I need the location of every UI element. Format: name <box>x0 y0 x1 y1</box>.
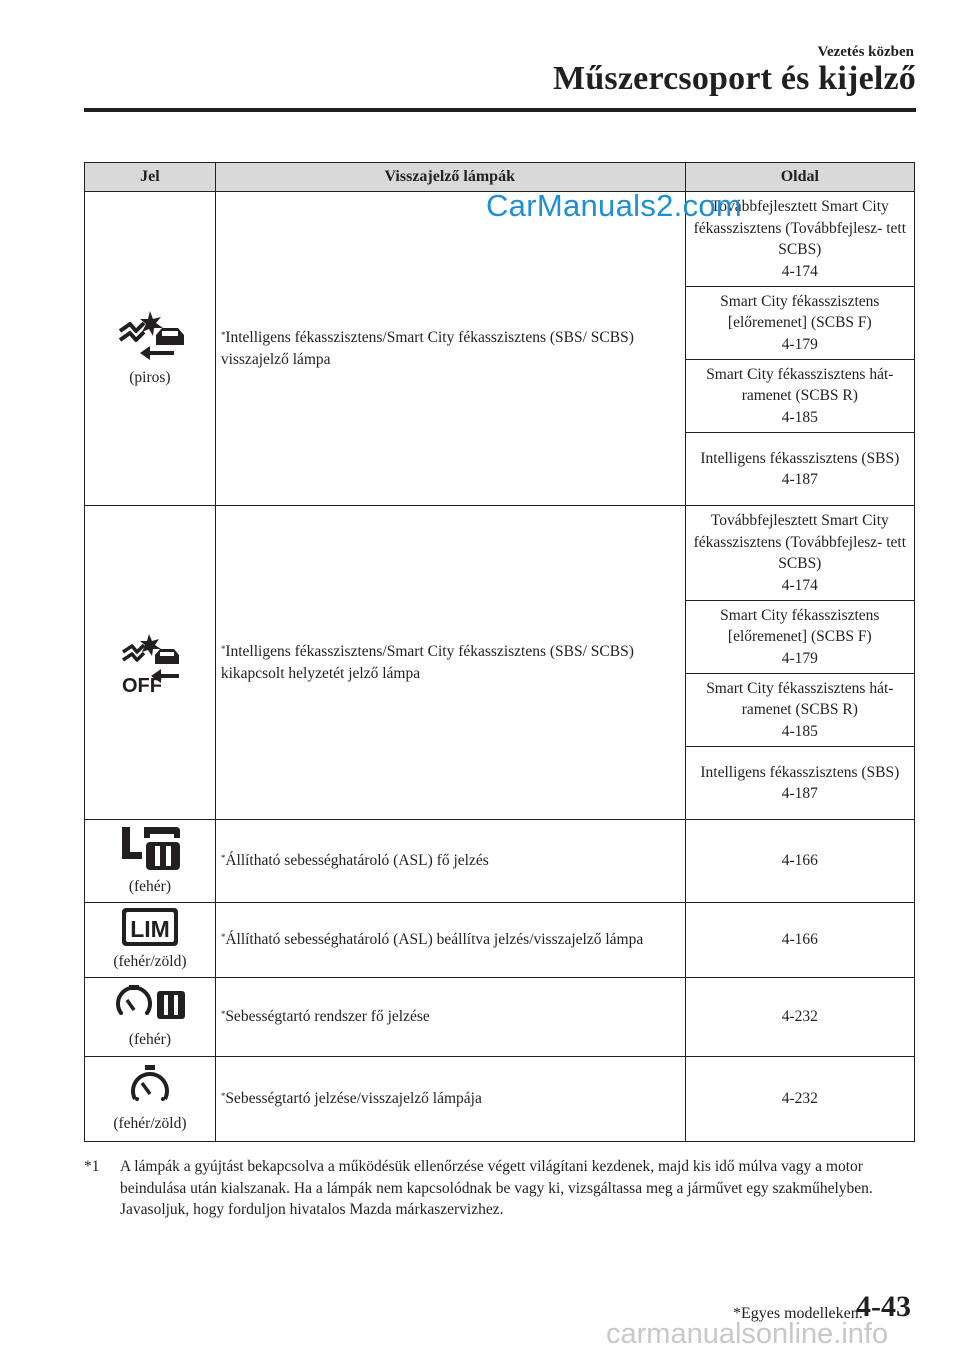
description-text: Állítható sebességhatároló (ASL) beállítva jelzés/visszajelző lámpa <box>225 931 644 949</box>
symbol-cell <box>85 1057 216 1142</box>
symbol-cell <box>85 192 216 506</box>
page-ref-cell <box>685 601 914 674</box>
model-marker: * <box>220 1091 226 1102</box>
page-ref-link[interactable]: 4-187 <box>781 471 818 488</box>
page-ref-link[interactable]: 4-187 <box>781 785 818 802</box>
page-ref-text: Smart City fékasszisztens [előremenet] (SCBS F) <box>720 292 880 332</box>
column-header: Jel <box>85 163 216 192</box>
symbol-color-label: (fehér/zöld) <box>113 1115 187 1133</box>
footnote <box>84 1156 914 1221</box>
description-cell <box>215 1057 685 1142</box>
page-ref-link[interactable]: 4-166 <box>781 852 818 870</box>
watermark-link[interactable]: CarManuals2.com <box>486 188 743 223</box>
page-ref-text: Továbbfejlesztett Smart City fékasszisztens (Továbbfejlesz- tett SCBS) <box>693 512 907 572</box>
symbol-cell <box>85 978 216 1057</box>
collision-warning-icon <box>112 309 188 363</box>
page-number: 4-43 <box>856 1290 911 1323</box>
description-text: Sebességtartó rendszer fő jelzése <box>225 1008 430 1026</box>
page-ref-cell <box>685 820 914 903</box>
model-marker: * <box>220 644 226 654</box>
description-text: Állítható sebességhatároló (ASL) fő jelzés <box>225 852 489 870</box>
symbol-color-label: (fehér) <box>128 1031 171 1049</box>
page-ref-link[interactable]: 4-232 <box>781 1090 818 1108</box>
page-ref-link[interactable]: 4-232 <box>781 1008 818 1026</box>
page-ref-text: Smart City fékasszisztens [előremenet] (SCBS F) <box>720 606 880 646</box>
description-cell <box>215 978 685 1057</box>
symbol-cell <box>85 903 216 978</box>
footnote-text: A lámpák a gyújtást bekapcsolva a működésük ellenőrzése végett világítani kezdenek, majd kis idő múlva vagy a motor beindulása után kialszanak. Ha a lámpák nem kapcsolódnak be vagy ki, vizsgáltassa meg a járművet egy szakműhelyben. Javasoljuk, hogy forduljon hivatalos Mazda márkaszervizhez. <box>120 1158 873 1218</box>
site-watermark: carmanualsonline.info <box>606 1318 889 1350</box>
page-ref-cell <box>685 433 914 506</box>
column-header: Visszajelző lámpák <box>215 163 685 192</box>
page-ref-cell <box>685 360 914 433</box>
model-marker: * <box>220 932 226 943</box>
page-ref-cell <box>685 903 914 978</box>
page-ref-cell <box>685 1057 914 1142</box>
table-row <box>85 1057 915 1142</box>
page-ref-cell <box>685 506 914 601</box>
section-label: Vezetés közben <box>817 44 914 60</box>
column-header: Oldal <box>685 163 914 192</box>
model-marker: * <box>220 1009 226 1020</box>
page-ref-text: Továbbfejlesztett Smart City fékasszisztens (Továbbfejlesz- tett SCBS) <box>693 198 907 258</box>
svg-text:OFF: OFF <box>121 674 162 694</box>
page-ref-link[interactable]: 4-185 <box>781 408 818 426</box>
symbol-color-label: (fehér) <box>128 878 171 896</box>
symbol-color-label: (piros) <box>129 368 171 386</box>
lim-main-icon <box>118 824 182 872</box>
cruise-main-icon <box>113 983 187 1025</box>
svg-text:LIM: LIM <box>130 916 170 943</box>
symbol-cell <box>85 506 216 820</box>
page-ref-text: Smart City fékasszisztens hát- ramenet (SCBS R) <box>706 365 894 405</box>
page-ref-cell <box>685 747 914 820</box>
page-ref-cell <box>685 978 914 1057</box>
cruise-set-icon <box>127 1063 173 1109</box>
footnote-marker: *1 <box>84 1158 100 1175</box>
page-ref-text: Intelligens fékasszisztens (SBS) <box>700 449 900 467</box>
indicator-table <box>84 162 915 1142</box>
description-text: Intelligens fékasszisztens/Smart City fékasszisztens (SBS/ SCBS) visszajelző lámpa <box>220 329 634 368</box>
page-ref-link[interactable]: 4-166 <box>781 931 818 949</box>
model-marker: * <box>220 853 226 864</box>
symbol-color-label: (fehér/zöld) <box>113 953 187 971</box>
page-ref-link[interactable]: 4-174 <box>781 576 818 594</box>
models-note: *Egyes modelleken. <box>733 1305 863 1322</box>
table-row <box>85 903 915 978</box>
table-row <box>85 820 915 903</box>
page-ref-link[interactable]: 4-179 <box>781 649 818 667</box>
description-text: Intelligens fékasszisztens/Smart City fékasszisztens (SBS/ SCBS) kikapcsolt helyzetét jelző lámpa <box>220 643 634 682</box>
page-ref-cell <box>685 287 914 360</box>
page-ref-text: Intelligens fékasszisztens (SBS) <box>700 763 900 781</box>
lim-set-icon <box>121 907 179 947</box>
description-cell <box>215 903 685 978</box>
description-cell <box>215 506 685 820</box>
collision-warning-off-icon <box>115 632 185 694</box>
page-title: Műszercsoport és kijelző <box>553 60 916 97</box>
page-ref-text: Smart City fékasszisztens hát- ramenet (SCBS R) <box>706 679 894 719</box>
page-ref-link[interactable]: 4-174 <box>781 262 818 280</box>
page-ref-link[interactable]: 4-179 <box>781 335 818 353</box>
header-rule <box>84 108 916 112</box>
description-cell <box>215 192 685 506</box>
model-marker: * <box>220 330 226 340</box>
description-cell <box>215 820 685 903</box>
page-ref-link[interactable]: 4-185 <box>781 722 818 740</box>
description-text: Sebességtartó jelzése/visszajelző lámpája <box>225 1090 482 1108</box>
symbol-cell <box>85 820 216 903</box>
page-ref-cell <box>685 674 914 747</box>
table-row <box>85 506 915 601</box>
table-row <box>85 978 915 1057</box>
